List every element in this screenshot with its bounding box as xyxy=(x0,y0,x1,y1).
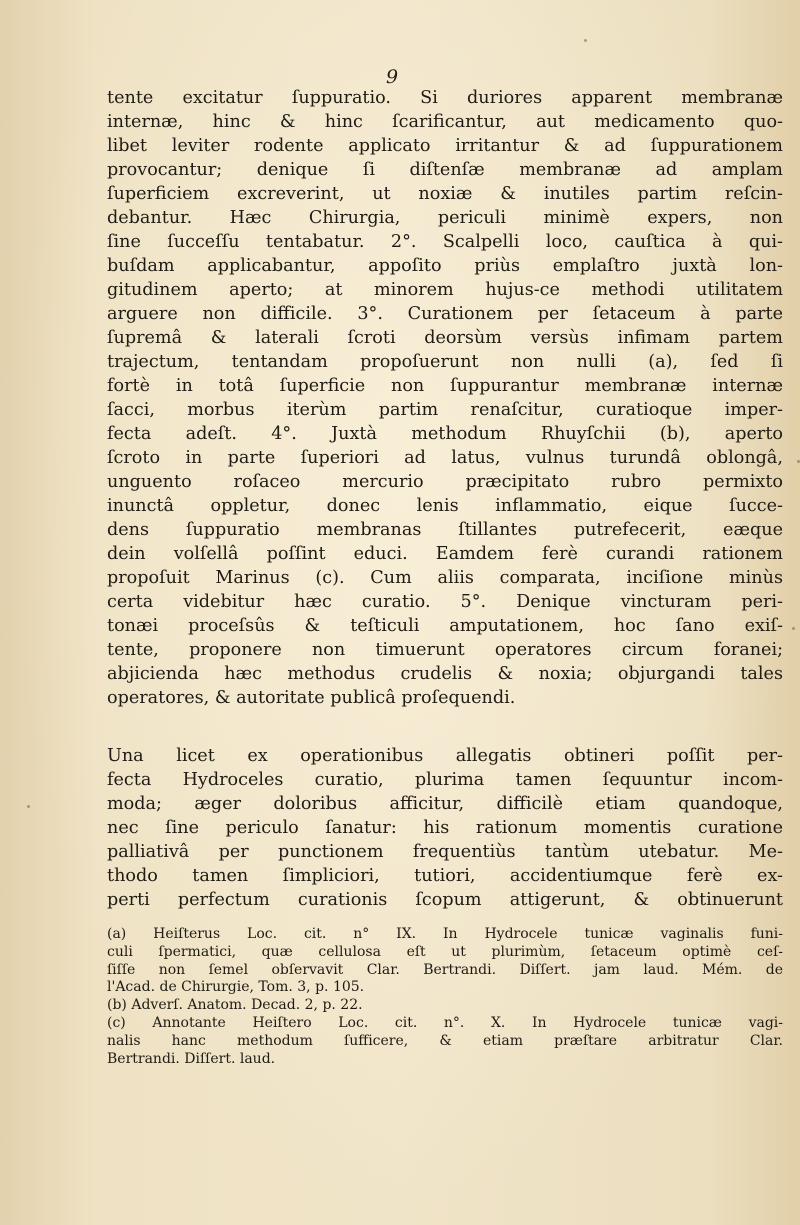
text-line: tente excitatur ſuppuratio. Si duriores apparent membranæ xyxy=(107,88,783,108)
paper-speck xyxy=(584,39,587,42)
text-line: perti perfectum curationis ſcopum attigerunt, & obtinuerunt xyxy=(107,890,783,910)
text-line: ſcroto in parte ſuperiori ad latus, vulnus turundâ oblongâ, xyxy=(107,448,783,468)
text-line: moda; æger doloribus afficitur, difficilè etiam quandoque, xyxy=(107,794,783,814)
footnotes xyxy=(107,926,783,1068)
text-line: thodo tamen ſimpliciori, tutiori, accidentiumque ferè ex- xyxy=(107,866,783,886)
text-line: palliativâ per punctionem frequentiùs tantùm utebatur. Me- xyxy=(107,842,783,862)
text-line: unguento roſaceo mercurio præcipitato rubro permixto xyxy=(107,472,783,492)
text-line: tonæi proceſsûs & teſticuli amputationem, hoc ſano exiſ- xyxy=(107,616,783,636)
text-line: internæ, hinc & hinc ſcarificantur, aut medicamento quo- xyxy=(107,112,783,132)
text-line: nec ſine periculo ſanatur: his rationum momentis curatione xyxy=(107,818,783,838)
text-line: provocantur; denique ſi diſtenſæ membranæ ad amplam xyxy=(107,160,783,180)
text-line: libet leviter rodente applicato irritantur & ad ſuppurationem xyxy=(107,136,783,156)
text-line: dein volſellâ poſſint educi. Eamdem ferè curandi rationem xyxy=(107,544,783,564)
text-line: Una licet ex operationibus allegatis obtineri poſſit per- xyxy=(107,746,783,766)
text-line: arguere non difficile. 3°. Curationem per ſetaceum à parte xyxy=(107,304,783,324)
paper-speck xyxy=(792,627,795,630)
text-line: ſine ſucceſſu tentabatur. 2°. Scalpelli loco, cauſtica à qui- xyxy=(107,232,783,252)
text-line: debantur. Hæc Chirurgia, periculi minimè expers, non xyxy=(107,208,783,228)
text-line: ſacci, morbus iterùm partim renaſcitur, curatioque imper- xyxy=(107,400,783,420)
page-number: 9 xyxy=(386,66,399,88)
body-paragraph-2 xyxy=(107,744,783,912)
text-line: fecta adeſt. 4°. Juxtà methodum Rhuyſchii (b), aperto xyxy=(107,424,783,444)
text-line: fecta Hydroceles curatio, plurima tamen ſequuntur incom- xyxy=(107,770,783,790)
text-line: ſupremâ & laterali ſcroti deorsùm versùs infimam partem xyxy=(107,328,783,348)
paper-speck xyxy=(27,805,30,808)
text-line: ſuperficiem excreverint, ut noxiæ & inutiles partim reſcin- xyxy=(107,184,783,204)
text-line: tente, proponere non timuerunt operatores circum foranei; xyxy=(107,640,783,660)
text-line: buſdam applicabantur, appoſito priùs emplaſtro juxtà lon- xyxy=(107,256,783,276)
body-paragraph-1 xyxy=(107,86,783,710)
text-line: fortè in totâ ſuperficie non ſuppurantur membranæ internæ xyxy=(107,376,783,396)
footnote-line: (c) Annotante Heiſtero Loc. cit. n°. X. In Hydrocele tunicæ vagi- xyxy=(107,1014,783,1031)
footnote-line: culi ſpermatici, quæ cellulosa eſt ut plurimùm, ſetaceum optimè ceſ- xyxy=(107,943,783,960)
footnote-line: Bertrandi. Diſſert. laud. xyxy=(107,1050,276,1067)
text-line: trajectum, tentandam propoſuerunt non nulli (a), ſed ſi xyxy=(107,352,783,372)
footnote-line: ſiſſe non ſemel obſervavit Clar. Bertrandi. Diſſert. jam laud. Mém. de xyxy=(107,961,783,978)
text-line: abjicienda hæc methodus crudelis & noxia; objurgandi tales xyxy=(107,664,783,684)
text-line: propoſuit Marinus (c). Cum aliis comparata, inciſione minùs xyxy=(107,568,783,588)
text-line: dens ſuppuratio membranas ſtillantes putrefecerit, eæque xyxy=(107,520,783,540)
text-line: operatores, & autoritate publicâ proſequendi. xyxy=(107,688,516,708)
text-line: certa videbitur hæc curatio. 5°. Denique vincturam peri- xyxy=(107,592,783,612)
footnote-line: l'Acad. de Chirurgie, Tom. 3, p. 105. xyxy=(107,979,365,996)
footnote-line: (a) Heiſterus Loc. cit. n° IX. In Hydrocele tunicæ vaginalis funi- xyxy=(107,926,783,942)
text-line: inunctâ oppletur, donec lenis inflammatio, eique ſucce- xyxy=(107,496,783,516)
text-line: gitudinem aperto; at minorem hujus-ce methodi utilitatem xyxy=(107,280,783,300)
footnote-line: (b) Adverſ. Anatom. Decad. 2, p. 22. xyxy=(107,997,363,1014)
footnote-line: nalis hanc methodum ſufficere, & etiam præſtare arbitratur Clar. xyxy=(107,1032,783,1049)
